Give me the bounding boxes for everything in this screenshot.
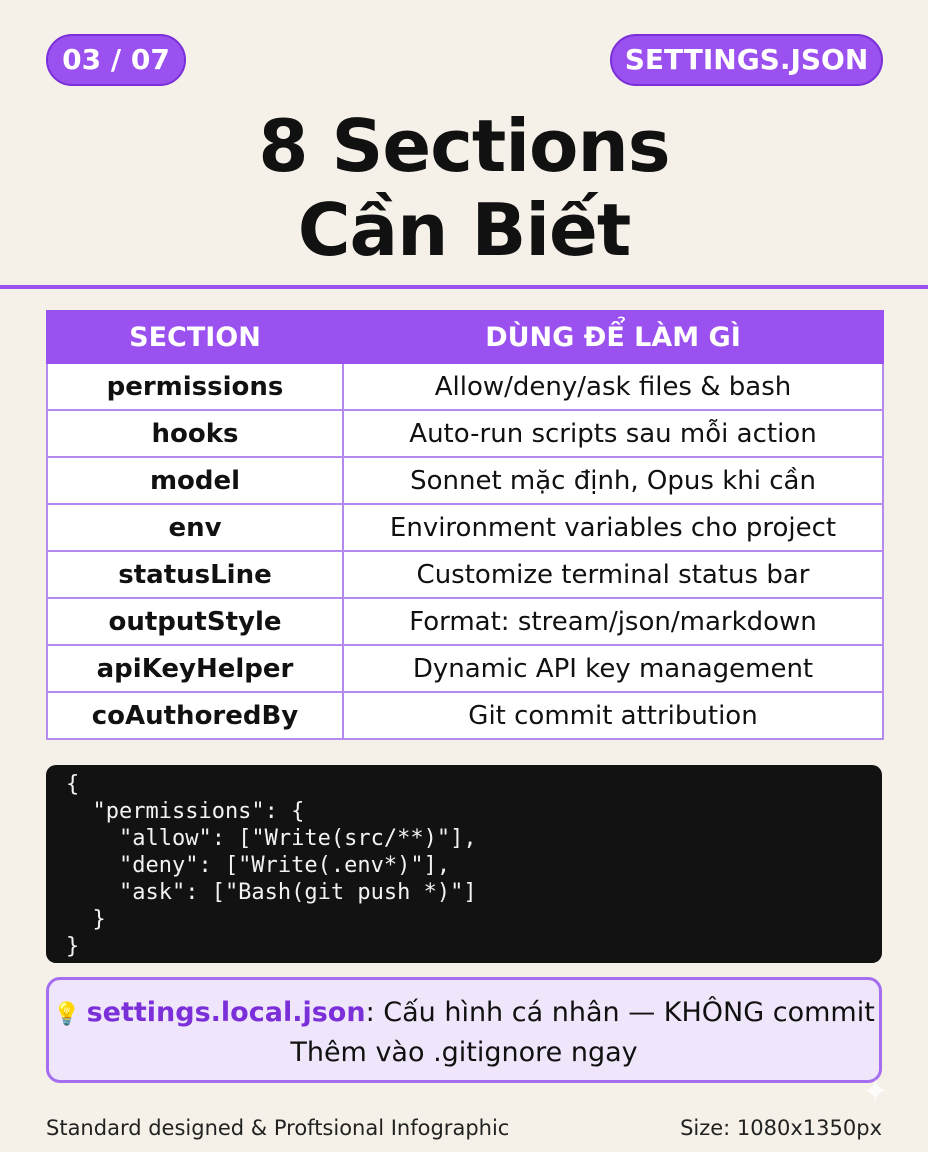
table-row	[47, 363, 883, 410]
divider	[0, 285, 928, 289]
code-line: "deny": ["Write(.env*)"],	[66, 853, 451, 878]
code-line: "ask": ["Bash(git push *)"]	[66, 880, 477, 905]
table-row	[47, 410, 883, 457]
sparkle-icon: ✦	[862, 1072, 889, 1110]
footer-credit: Standard designed & Proftsional Infographic	[46, 1116, 510, 1140]
section-name: outputStyle	[47, 598, 343, 645]
table-row	[47, 645, 883, 692]
code-block	[46, 765, 882, 963]
section-name: permissions	[47, 363, 343, 410]
table-row	[47, 551, 883, 598]
section-name: env	[47, 504, 343, 551]
section-name: coAuthoredBy	[47, 692, 343, 739]
title-line-1: 8 Sections	[258, 104, 670, 188]
column-header-purpose: DÙNG ĐỂ LÀM GÌ	[343, 311, 883, 363]
table-row	[47, 598, 883, 645]
section-purpose: Format: stream/json/markdown	[343, 598, 883, 645]
code-line: "permissions": {	[66, 799, 305, 824]
section-purpose: Auto-run scripts sau mỗi action	[343, 410, 883, 457]
table-row	[47, 692, 883, 739]
footer-size: Size: 1080x1350px	[680, 1116, 882, 1140]
tip-box	[46, 977, 882, 1083]
code-line: }	[66, 907, 106, 932]
tip-key: settings.local.json	[86, 997, 366, 1028]
tip-line-1	[49, 994, 879, 1034]
page-indicator-badge: 03 / 07	[46, 34, 186, 86]
code-line: }	[66, 934, 80, 959]
table-row	[47, 457, 883, 504]
section-name: hooks	[47, 410, 343, 457]
section-purpose: Environment variables cho project	[343, 504, 883, 551]
column-header-section: SECTION	[47, 311, 343, 363]
section-purpose: Customize terminal status bar	[343, 551, 883, 598]
tip-line-2: Thêm vào .gitignore ngay	[290, 1037, 638, 1068]
section-purpose: Sonnet mặc định, Opus khi cần	[343, 457, 883, 504]
table-header-row	[47, 311, 883, 363]
sections-table	[46, 310, 884, 740]
code-line: "allow": ["Write(src/**)"],	[66, 826, 477, 851]
tip-text: : Cấu hình cá nhân — KHÔNG commit	[365, 997, 875, 1028]
page-title	[0, 104, 928, 272]
section-purpose: Dynamic API key management	[343, 645, 883, 692]
table-row	[47, 504, 883, 551]
section-purpose: Git commit attribution	[343, 692, 883, 739]
section-purpose: Allow/deny/ask files & bash	[343, 363, 883, 410]
topic-badge: SETTINGS.JSON	[610, 34, 883, 86]
lightbulb-icon: 💡	[53, 1002, 81, 1027]
code-line: {	[66, 772, 80, 797]
section-name: model	[47, 457, 343, 504]
section-name: statusLine	[47, 551, 343, 598]
section-name: apiKeyHelper	[47, 645, 343, 692]
title-line-2: Cần Biết	[297, 188, 631, 272]
